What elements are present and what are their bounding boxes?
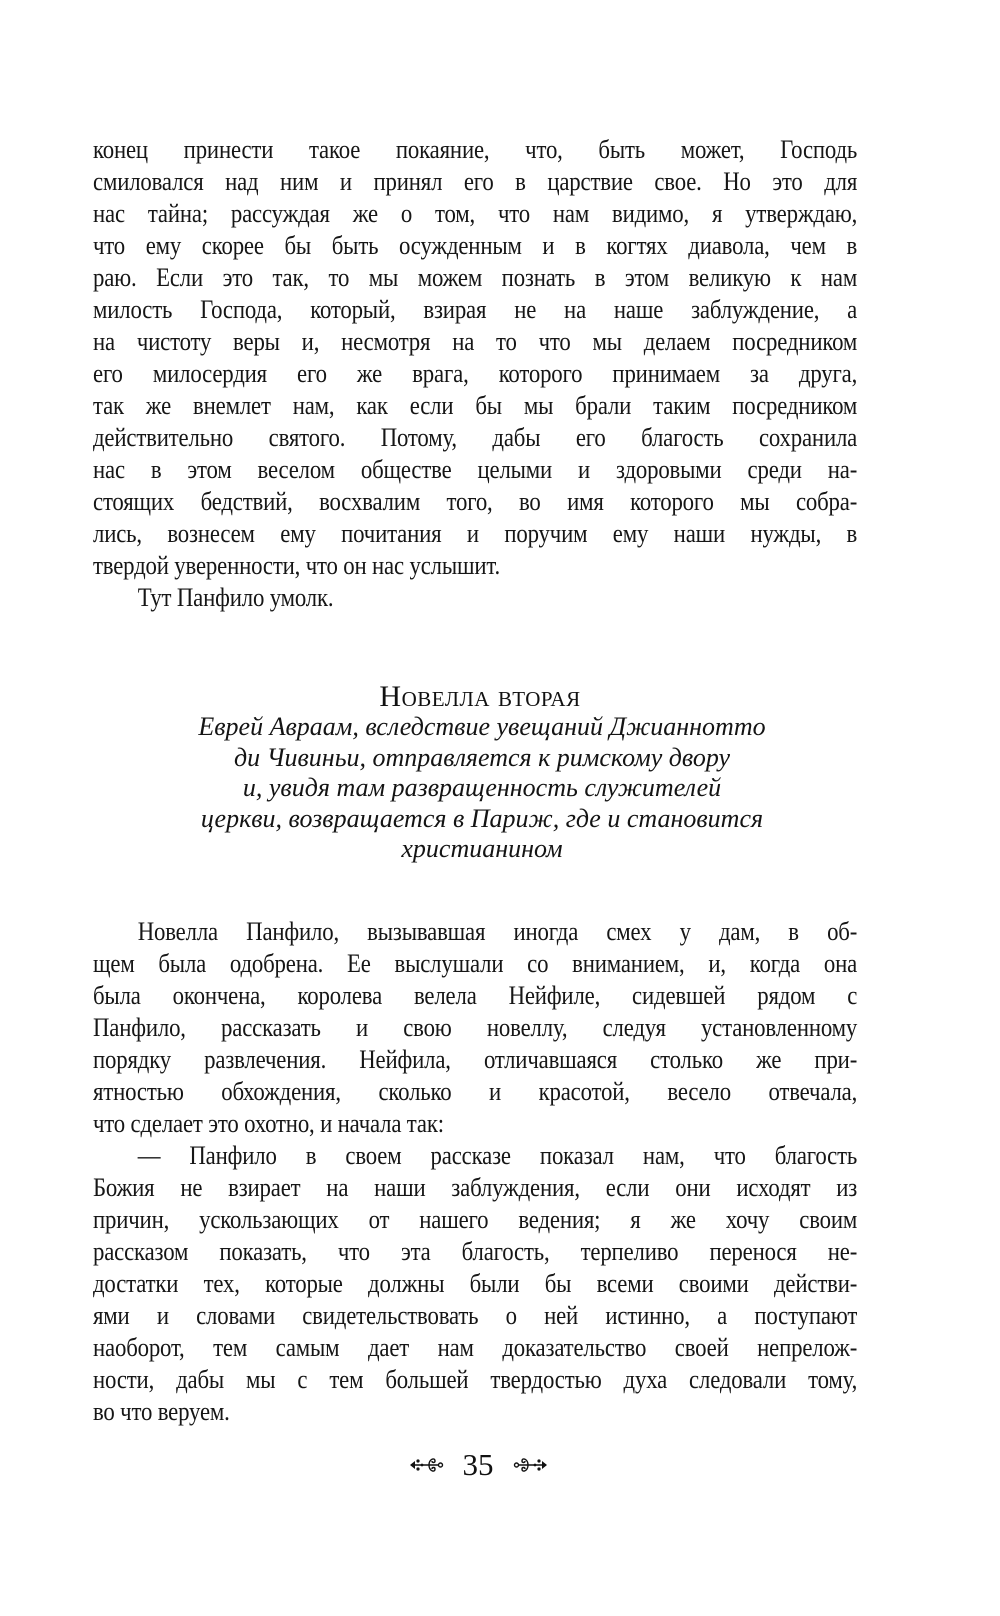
body-text-bottom	[93, 915, 857, 1427]
text-line: — Панфило в своем рассказе показал нам, что благость	[137, 1140, 858, 1170]
text-line: нас в этом веселом обществе целыми и здоровыми среди на-	[93, 454, 858, 484]
body-text-top	[93, 133, 857, 613]
text-line: Панфило, рассказать и свою новеллу, следуя установленному	[93, 1012, 858, 1042]
text-line: была окончена, королева велела Нейфиле, сидевшей рядом с	[93, 980, 858, 1010]
text-line: конец принести такое покаяние, что, быть может, Господь	[93, 134, 858, 164]
page-footer	[0, 1448, 978, 1482]
text-line: действительно святого. Потому, дабы его благость сохранила	[93, 422, 858, 452]
text-line: лись, вознесем ему почитания и поручим ему наши нужды, в	[93, 518, 858, 548]
text-line: наоборот, тем самым дает нам доказательство своей непрелож-	[93, 1332, 858, 1362]
summary-line: ди Чивиньи, отправляется к римскому двору	[233, 742, 731, 772]
text-line: Новелла Панфило, вызывавшая иногда смех у дам, в об-	[137, 916, 858, 946]
text-line: Божия не взирает на наши заблуждения, если они исходят из	[93, 1172, 858, 1202]
text-line: причин, ускользающих от нашего ведения; я же хочу своим	[93, 1204, 858, 1234]
page-number: 35	[462, 1447, 494, 1482]
text-line: смиловался над ним и принял его в царствие свое. Но это для	[93, 166, 858, 196]
text-line: твердой уверенности, что он нас услышит.	[93, 550, 500, 580]
text-line: так же внемлет нам, как если бы мы брали таким посредником	[93, 390, 858, 420]
text-line: ятностью обхождения, сколько и красотой, весело отвечала,	[93, 1076, 858, 1106]
text-line: милость Господа, который, взирая не на наше заблуждение, а	[93, 294, 858, 324]
text-line: во что веруем.	[93, 1396, 230, 1426]
chapter-heading: Новелла вторая	[379, 680, 581, 713]
text-line: нас тайна; рассуждая же о том, что нам видимо, я утверждаю,	[93, 198, 858, 228]
summary-line: Еврей Авраам, вследствие увещаний Джианнотто	[198, 712, 766, 741]
text-line: стоящих бедствий, восхвалим того, во имя которого мы собра-	[93, 486, 858, 516]
fleuron-left-icon	[409, 1451, 445, 1479]
text-line: что сделает это охотно, и начала так:	[93, 1108, 444, 1138]
chapter-summary	[0, 712, 982, 865]
summary-line: церкви, возвращается в Париж, где и становится	[200, 803, 764, 833]
text-line: его милосердия его же врага, которого принимаем за друга,	[93, 358, 858, 388]
text-line: достатки тех, которые должны были бы всеми своими действи-	[93, 1268, 858, 1298]
text-line: рассказом показать, что эта благость, терпеливо перенося не-	[93, 1236, 858, 1266]
text-line: Тут Панфило умолк.	[137, 582, 334, 612]
summary-line: и, увидя там развращенность служителей	[242, 773, 722, 802]
text-line: щем была одобрена. Ее выслушали со вниманием, и, когда она	[93, 948, 858, 978]
fleuron-right-icon	[512, 1451, 548, 1479]
text-line: порядку развлечения. Нейфила, отличавшаяся столько же при-	[93, 1044, 858, 1074]
summary-line: христианином	[401, 834, 563, 863]
text-line: на чистоту веры и, несмотря на то что мы делаем посредником	[93, 326, 858, 356]
text-line: что ему скорее бы быть осужденным и в когтях диавола, чем в	[93, 230, 858, 260]
text-line: ности, дабы мы с тем большей твердостью духа следовали тому,	[93, 1364, 858, 1394]
text-line: раю. Если это так, то мы можем познать в этом великую к нам	[93, 262, 858, 292]
text-line: ями и словами свидетельствовать о ней истинно, а поступают	[93, 1300, 858, 1330]
